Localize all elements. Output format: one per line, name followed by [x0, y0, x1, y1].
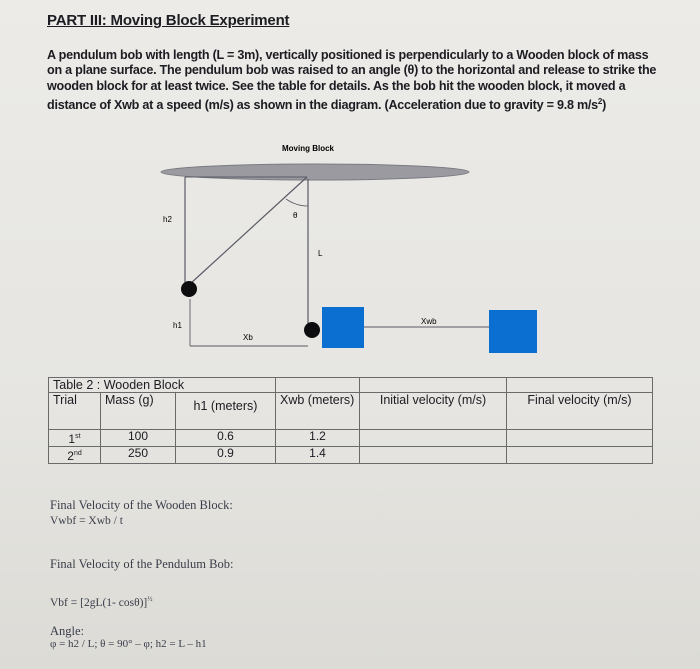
- h1-cell: 0.6: [176, 430, 276, 447]
- mass-cell: 100: [101, 430, 176, 447]
- wooden-block-start: [322, 307, 364, 348]
- problem-superscript: 2: [597, 97, 603, 107]
- moving-block-label: Moving Block: [281, 144, 335, 153]
- length-label: L: [318, 249, 323, 258]
- bob-velocity-title: Final Velocity of the Pendulum Bob:: [50, 557, 234, 571]
- final-velocity-cell[interactable]: [507, 447, 653, 464]
- ceiling-bar: [161, 164, 469, 180]
- section-title: PART III: Moving Block Experiment: [47, 12, 290, 29]
- initial-velocity-cell[interactable]: [360, 447, 507, 464]
- table-row: [49, 447, 653, 464]
- block-velocity-equation: Vwbf = Xwb / t: [50, 515, 123, 527]
- bob-at-rest: [304, 322, 320, 338]
- xwb-label: Xwb: [421, 317, 437, 326]
- h2-label: h2: [163, 215, 172, 224]
- bob-raised: [181, 281, 197, 297]
- header-initial-velocity: Initial velocity (m/s): [360, 393, 507, 430]
- xwb-cell: 1.4: [276, 447, 360, 464]
- problem-text-end: ): [602, 98, 607, 113]
- trial-cell: 2nd: [49, 447, 101, 464]
- theta-label: θ: [293, 211, 298, 220]
- angle-title: Angle:: [50, 624, 85, 638]
- angle-equation: φ = h2 / L; θ = 90° – φ; h2 = L – h1: [50, 638, 207, 650]
- wooden-block-end: [489, 310, 537, 353]
- wooden-block-table: [48, 377, 652, 461]
- header-h1: h1 (meters): [176, 393, 276, 430]
- xwb-cell: 1.2: [276, 430, 360, 447]
- h1-label: h1: [173, 321, 182, 330]
- header-xwb: Xwb (meters): [276, 393, 360, 430]
- table-row: [49, 430, 653, 447]
- header-trial: Trial: [49, 393, 101, 430]
- pendulum-string-raised: [190, 177, 307, 284]
- block-velocity-title: Final Velocity of the Wooden Block:: [50, 498, 233, 512]
- angle-arc: [286, 199, 308, 206]
- trial-cell: 1st: [49, 430, 101, 447]
- problem-text: A pendulum bob with length (L = 3m), vertically positioned is perpendicularly to a Wooden block of mass on a plane surface. The pendulum bob was raised to an angle (θ) to the horizontal and release to strike the wooden block for at least twice. See the table for details. As the bob hit the wooden block, it moved a distance of Xwb at a speed (m/s) as shown in the diagram. (Acceleration due to gravity = 9.8 m/s: [47, 48, 657, 113]
- header-final-velocity: Final velocity (m/s): [507, 393, 653, 430]
- initial-velocity-cell[interactable]: [360, 430, 507, 447]
- bob-velocity-exponent: ½: [147, 595, 153, 603]
- final-velocity-cell[interactable]: [507, 430, 653, 447]
- xb-label: Xb: [243, 333, 253, 342]
- header-mass: Mass (g): [101, 393, 176, 430]
- mass-cell: 250: [101, 447, 176, 464]
- h1-cell: 0.9: [176, 447, 276, 464]
- bob-velocity-equation: Vbf = [2gL(1- cosθ)]$^{\frac{1}{2}}$: [50, 595, 153, 609]
- table-caption: Table 2 : Wooden Block: [49, 378, 276, 393]
